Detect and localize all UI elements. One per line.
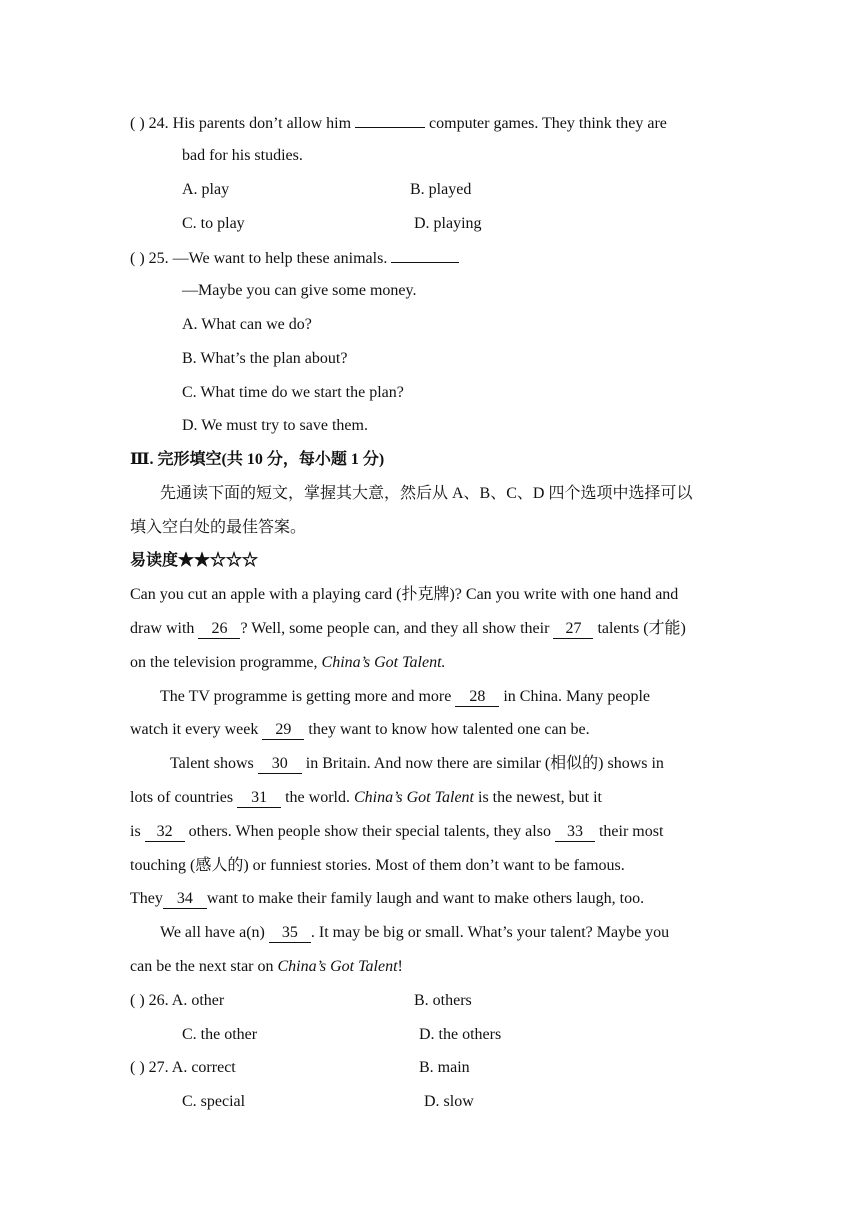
blank-26: 26	[198, 620, 240, 639]
difficulty-rating: 易读度★★☆☆☆	[130, 552, 259, 569]
option-c: C. to play	[182, 215, 245, 232]
passage-line	[130, 822, 663, 842]
question-25-stem	[130, 247, 459, 269]
passage-text: watch it every week	[130, 721, 259, 738]
option-d: D. slow	[424, 1093, 474, 1110]
passage-line	[130, 957, 403, 977]
blank-31: 31	[237, 789, 281, 808]
passage-text: ? Well, some people can, and they all show their	[240, 620, 550, 637]
blank-27: 27	[553, 620, 593, 639]
option-a: 27. A. correct	[148, 1059, 236, 1076]
blank-30: 30	[258, 755, 302, 774]
passage-text: They	[130, 890, 163, 907]
option-d: D. the others	[419, 1026, 502, 1043]
passage-text: talents (才能)	[597, 620, 686, 637]
show-title: China’s Got Talent.	[321, 654, 446, 671]
passage-text: on the television programme,	[130, 654, 318, 671]
blank-35: 35	[269, 924, 311, 943]
show-title: China’s Got Talent	[277, 958, 398, 975]
answer-paren: ( )	[130, 1059, 145, 1076]
option-d: D. playing	[414, 215, 482, 232]
question-24-stem	[130, 112, 667, 134]
passage-line	[130, 619, 686, 639]
passage-line	[160, 923, 669, 943]
passage-line: Can you cut an apple with a playing card (扑克牌)? Can you write with one hand and	[130, 586, 679, 603]
section-heading: Ⅲ. 完形填空(共 10 分，每小题 1 分)	[130, 451, 385, 468]
passage-text: . It may be big or small. What’s your talent? Maybe you	[310, 924, 670, 941]
passage-text: in China. Many people	[503, 688, 650, 705]
question-24-stem-cont: bad for his studies.	[182, 147, 303, 164]
option-b: B. What’s the plan about?	[182, 350, 348, 367]
blank-29: 29	[262, 721, 304, 740]
passage-line	[160, 687, 650, 707]
passage-text: We all have a(n)	[160, 924, 265, 941]
passage-line	[170, 754, 664, 774]
answer-blank-line	[391, 247, 459, 263]
answer-paren: ( )	[130, 115, 145, 132]
question-text: 25. —We want to help these animals.	[148, 250, 388, 267]
passage-text: Talent shows	[170, 755, 254, 772]
question-26	[130, 991, 224, 1011]
passage-text: the world.	[285, 789, 350, 806]
passage-text: want to make their family laugh and want to make others laugh, too.	[206, 890, 645, 907]
blank-32: 32	[145, 823, 185, 842]
passage-text: !	[397, 958, 403, 975]
passage-text: lots of countries	[130, 789, 234, 806]
option-c: C. special	[182, 1093, 246, 1110]
option-c: C. the other	[182, 1026, 258, 1043]
option-a: A. What can we do?	[182, 316, 312, 333]
passage-text: they want to know how talented one can be.	[308, 721, 590, 738]
option-a: 26. A. other	[148, 992, 225, 1009]
passage-text: is the newest, but it	[478, 789, 602, 806]
option-b: B. played	[410, 181, 472, 198]
section-instructions-cont: 填入空白处的最佳答案。	[130, 519, 307, 536]
answer-paren: ( )	[130, 250, 145, 267]
passage-text: in Britain. And now there are similar (相似的) shows in	[305, 755, 664, 772]
passage-line	[130, 889, 644, 909]
option-b: B. main	[419, 1059, 470, 1076]
show-title: China’s Got Talent	[353, 789, 474, 806]
question-27	[130, 1058, 236, 1078]
passage-text: The TV programme is getting more and more	[160, 688, 452, 705]
answer-blank-line	[355, 112, 425, 128]
passage-text: others. When people show their special talents, they also	[188, 823, 551, 840]
blank-34: 34	[163, 890, 207, 909]
question-text: 24. His parents don’t allow him	[148, 115, 352, 132]
question-text: computer games. They think they are	[429, 115, 667, 132]
passage-line	[130, 720, 590, 740]
option-c: C. What time do we start the plan?	[182, 384, 404, 401]
option-d: D. We must try to save them.	[182, 417, 368, 434]
answer-paren: ( )	[130, 992, 145, 1009]
passage-text: their most	[598, 823, 664, 840]
passage-text: draw with	[130, 620, 195, 637]
blank-33: 33	[555, 823, 595, 842]
passage-text: can be the next star on	[130, 958, 274, 975]
section-instructions: 先通读下面的短文，掌握其大意，然后从 A、B、C、D 四个选项中选择可以	[160, 485, 693, 502]
question-25-reply: —Maybe you can give some money.	[182, 282, 417, 299]
passage-text: is	[130, 823, 141, 840]
blank-28: 28	[455, 688, 499, 707]
passage-line	[130, 653, 446, 673]
passage-line: touching (感人的) or funniest stories. Most of them don’t want to be famous.	[130, 857, 625, 874]
passage-line	[130, 788, 602, 808]
option-a: A. play	[182, 181, 230, 198]
option-b: B. others	[414, 992, 472, 1009]
